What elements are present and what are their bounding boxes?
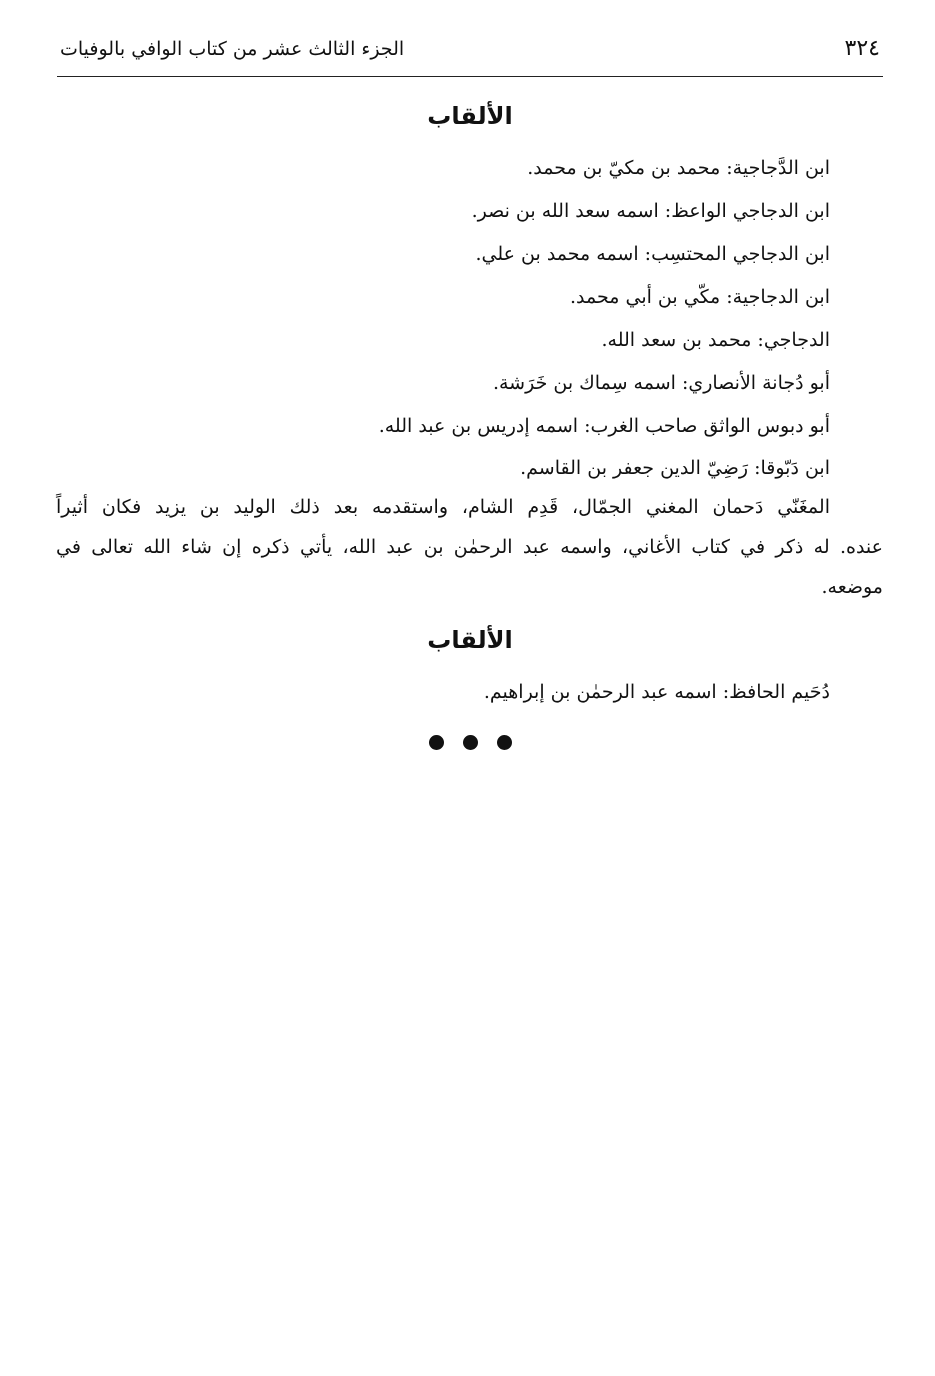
entry-line: ابن الدجاجي الواعظ: اسمه سعد الله بن نصر. bbox=[471, 200, 830, 222]
entry-line: دُحَيم الحافظ: اسمه عبد الرحمٰن بن إبراهيم. bbox=[483, 681, 830, 703]
paragraph-line: موضعه. bbox=[821, 576, 883, 598]
page-number: ٣٢٤ bbox=[844, 36, 880, 61]
running-header: الجزء الثالث عشر من كتاب الوافي بالوفيات bbox=[60, 38, 405, 60]
section-heading: الألقاب bbox=[427, 102, 513, 130]
ornament-dot bbox=[497, 735, 512, 750]
entry-line: ابن الدَّجاجية: محمد بن مكيّ بن محمد. bbox=[527, 157, 830, 179]
ornament-dot bbox=[429, 735, 444, 750]
header-divider bbox=[57, 76, 883, 77]
entry-line: ابن الدجاجية: مكّي بن أبي محمد. bbox=[570, 286, 830, 308]
entry-line: ابن دَبّوقا: رَضِيّ الدين جعفر بن القاسم. bbox=[520, 457, 830, 479]
paragraph-line: المغَنّي دَحمان المغني الجمّال، قَدِم الشام، واستقدمه بعد ذلك الوليد بن يزيد فكان أثيراً bbox=[56, 496, 830, 518]
entry-line: أبو دُجانة الأنصاري: اسمه سِماك بن خَرَشة. bbox=[492, 372, 830, 394]
section-heading: الألقاب bbox=[427, 626, 513, 654]
entry-line: أبو دبوس الواثق صاحب الغرب: اسمه إدريس بن عبد الله. bbox=[378, 415, 830, 437]
entry-line: الدجاجي: محمد بن سعد الله. bbox=[601, 329, 830, 351]
end-of-section-ornament bbox=[429, 735, 512, 750]
entry-line: ابن الدجاجي المحتسِب: اسمه محمد بن علي. bbox=[475, 243, 830, 265]
paragraph-line: عنده. له ذكر في كتاب الأغاني، واسمه عبد الرحمٰن بن عبد الله، يأتي ذكره إن شاء الله تعالى في bbox=[56, 536, 883, 558]
ornament-dot bbox=[463, 735, 478, 750]
